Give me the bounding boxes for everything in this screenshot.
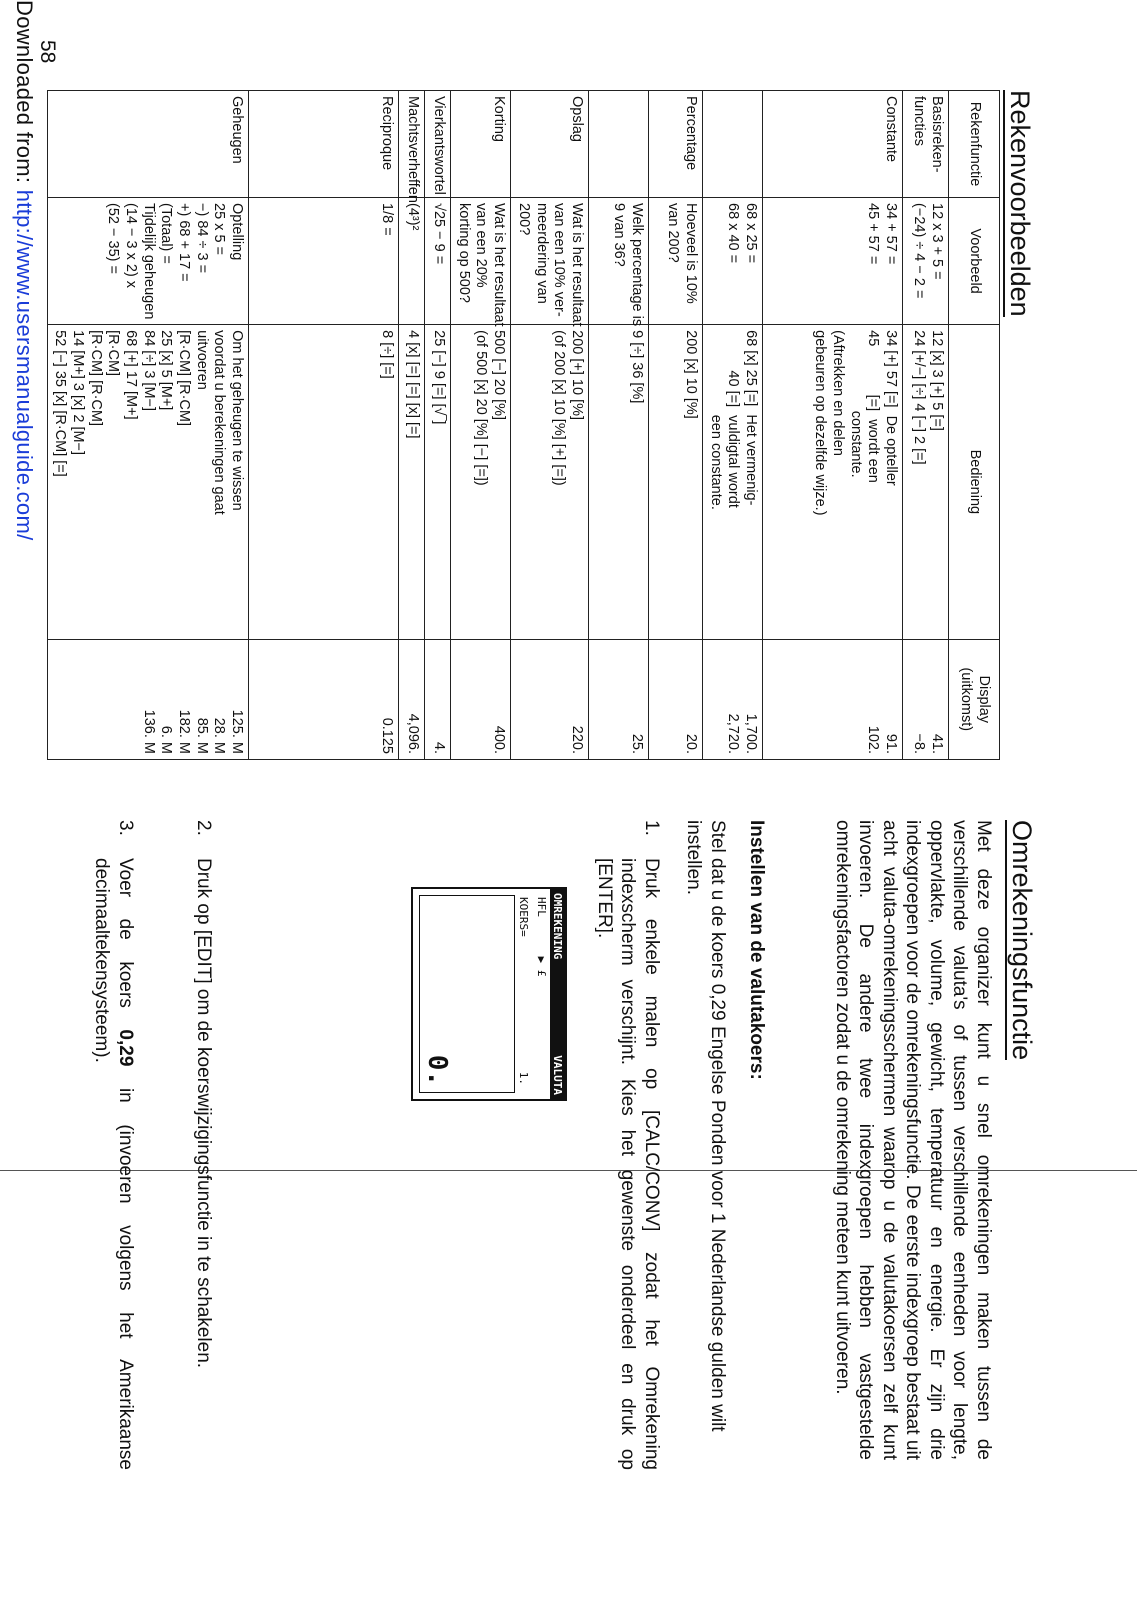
cell-line: (Totaal) = (158, 203, 175, 264)
cell-line: +) 68 + 17 = (176, 203, 193, 282)
col-header-operation: Bediening (949, 325, 1000, 639)
cell-line: 200 [+] 10 [%] (568, 330, 585, 421)
example-cell (511, 198, 589, 325)
cell-line: Korting (491, 96, 508, 142)
cell-line: Constante (883, 96, 899, 163)
example-cell (903, 198, 949, 325)
cell-line: 41. (929, 733, 945, 754)
cell-line: (of 200 [x] 10 [%] [+] [=]) (551, 330, 568, 486)
cell-line: 6. M (158, 725, 175, 754)
cell-line: 68 [x] 25 [=] Het vermenig- (743, 330, 759, 506)
cell-line: Welk percentage is (628, 203, 645, 327)
table-row (648, 91, 702, 760)
example-cell (47, 198, 249, 325)
function-cell (249, 91, 399, 198)
display-cell (47, 639, 249, 759)
calc-examples-title: Rekenvoorbeelden (1005, 90, 1035, 317)
table-row (702, 91, 762, 760)
cell-line: Opslag (568, 96, 585, 142)
display-cell (702, 639, 762, 759)
table-row (249, 91, 399, 760)
example-cell (588, 198, 648, 325)
operation-cell (588, 325, 648, 639)
cell-line: 25 [−] 9 [=] [√‾] (431, 330, 448, 425)
example-cell (763, 198, 903, 325)
function-cell (451, 91, 511, 198)
cell-line: 4 [x] [=] [=] [x] [=] (405, 330, 422, 439)
function-cell (425, 91, 451, 198)
cell-line: 25 [x] 5 [M+] (158, 330, 175, 411)
cell-line: [R·CM] [R·CM] (176, 330, 193, 426)
operation-cell (903, 325, 949, 639)
cell-line: (of 500 [x] 20 [%] [−] [=]) (473, 330, 490, 486)
cell-line: Machtsverheffen (405, 96, 422, 203)
function-cell (399, 91, 425, 203)
screen-mode: VALUTA (551, 1055, 564, 1095)
cell-line: 1/8 = (379, 203, 396, 236)
currency-rate-subtitle: Instellen van de valutakoers: (746, 820, 767, 1080)
arrow-right-icon: ▶ (535, 956, 548, 964)
function-cell (588, 91, 648, 198)
footer-link[interactable]: http://www.usersmanualguide.com/ (12, 189, 37, 541)
table-row (399, 91, 425, 760)
cell-line: 200? (515, 203, 532, 236)
screen-entry-value: 0. (422, 1054, 452, 1086)
screen-rate-row (514, 889, 532, 1099)
display-cell (648, 639, 702, 759)
cell-line: [R·CM] (105, 330, 122, 377)
currency-rate-lead: Stel dat u de koers 0,29 Engelse Ponden voor 1 Nederlandse gulden wilt instellen. (683, 820, 728, 1432)
screen-entry-box (419, 895, 515, 1093)
screen-title-bar (550, 889, 565, 1099)
table-row (425, 91, 451, 760)
cell-line: van 200? (665, 203, 682, 263)
function-cell (47, 91, 249, 198)
function-cell (903, 91, 949, 198)
display-cell (451, 639, 511, 759)
cell-line: √25 − 9 = (431, 203, 448, 265)
table-row (511, 91, 589, 760)
cell-line: 68 x 40 = (725, 203, 742, 264)
example-cell (451, 198, 511, 325)
organizer-screen (411, 887, 567, 1101)
operation-cell (702, 325, 762, 639)
screen-rate-value: 1. (517, 1071, 530, 1085)
cell-line: 200 [x] 10 [%] (682, 330, 699, 419)
page-number: 58 (36, 40, 59, 64)
cell-line: 40 [=] vuldigtal wordt (725, 330, 742, 508)
screen-rate-label: KOERS= (517, 897, 530, 937)
step-1 (593, 820, 664, 1470)
example-cell (648, 198, 702, 325)
display-cell (511, 639, 589, 759)
cell-line: 0.125 (379, 717, 396, 754)
table-row (588, 91, 648, 760)
operation-cell (399, 325, 425, 639)
cell-line: 25 x 5 = (211, 203, 228, 256)
cell-line: 2,720. (725, 713, 742, 754)
cell-line: 1,700. (743, 713, 759, 754)
step-text: Druk enkele malen op [CALC/CONV] zodat het Omrekening indexscherm verschijnt. Kies het gewenste onderdeel en druk op [ENTER]. (594, 858, 662, 1470)
table-header-row (949, 91, 1000, 760)
cell-line: 9 van 36? (611, 203, 628, 267)
step-3 (90, 820, 137, 1470)
operation-cell (511, 325, 589, 639)
step-2 (192, 820, 216, 1470)
cell-line: 45 + 57 = (865, 203, 882, 265)
cell-line: 14 [M+] 3 [x] 2 [M−] (69, 330, 86, 456)
table-row (763, 91, 903, 760)
col-header-display: Display (uitkomst) (949, 639, 1000, 759)
table-row (451, 91, 511, 760)
col-header-example: Voorbeeld (949, 198, 1000, 325)
cell-line: 125. M (229, 709, 246, 754)
cell-line: gebeuren op dezelfde wijze.) (812, 330, 829, 516)
cell-line: −) 84 ÷ 3 = (193, 203, 210, 274)
cell-line: van een 20% (473, 203, 490, 288)
cell-line: 34 + 57 = (883, 203, 899, 265)
cell-line: −8. (911, 733, 928, 754)
cell-line: 102. (865, 725, 882, 754)
cell-line: Wat is het resultaat (568, 203, 585, 327)
display-cell (588, 639, 648, 759)
example-cell (702, 198, 762, 325)
cell-line: 25. (628, 733, 645, 754)
operation-cell (47, 325, 249, 639)
display-cell (763, 639, 903, 759)
cell-line: 68 x 25 = (743, 203, 759, 264)
cell-line: (52 − 35) = (105, 203, 122, 274)
cell-line: Wat is het resultaat (491, 203, 508, 327)
display-cell (399, 639, 425, 759)
cell-line: functies (911, 96, 928, 146)
cell-line: 24 [+/−] [÷] 4 [−] 2 [=] (911, 330, 928, 465)
example-cell (425, 198, 451, 325)
col-header-function: Rekenfunctie (949, 91, 1000, 198)
cell-line: 68 [+] 17 [M+] (123, 330, 139, 420)
conversion-title: Omrekeningsfunctie (1007, 820, 1037, 1061)
cell-line: 8 [÷] [=] (379, 330, 396, 379)
operation-cell (763, 325, 903, 639)
cell-line: Reciproque (379, 96, 396, 171)
step-text: Voer de koers 0,29 in (invoeren volgens het Amerikaanse decimaaltekensysteem). (91, 858, 136, 1470)
function-cell (763, 91, 903, 198)
cell-line: 91. (883, 733, 899, 754)
screen-currency-row (532, 889, 550, 1099)
operation-cell (451, 325, 511, 639)
screen-title: OMREKENING (551, 893, 564, 960)
calc-examples-table (47, 90, 1000, 760)
cell-line: (−24) ÷ 4 − 2 = (911, 203, 928, 299)
display-cell (425, 639, 451, 759)
conversion-intro: Met deze organizer kunt u snel omrekeningen maken tussen de verschillende valuta's of tussen verschillende eenheden voor lengte, oppervlakte, volume, gewicht, temperatuur en energie. Er zijn drie indexgroepen voor de omrekeningsfunctie. De eerste indexgroep bestaat uit acht valuta-omrekeningsschermen waarop u de valutakoersen zelf kunt invoeren. De andere twee indexgroepen hebben vastgestelde omrekeningsfactoren zodat u de omrekening meteen kunt uitvoeren. (832, 820, 994, 1460)
screen-to-currency: £ (535, 969, 548, 977)
cell-line: Basisreken- (929, 96, 945, 173)
function-cell (648, 91, 702, 198)
cell-line: meerdering van (533, 203, 550, 304)
cell-line: 12 [x] 3 [+] 5 [=] (929, 330, 945, 431)
display-cell (903, 639, 949, 759)
cell-line: uitvoeren (193, 330, 210, 390)
cell-line: Geheugen (229, 96, 246, 164)
cell-line: een constante. (707, 330, 724, 510)
rate-value-bold: 0,29 (115, 1029, 136, 1067)
cell-line: (Aftrekken en delen (829, 330, 846, 456)
cell-line: Tijdelijk geheugen (140, 203, 157, 320)
example-cell (249, 198, 399, 325)
step-number: 1. (641, 820, 662, 836)
cell-line: korting op 500? (455, 203, 472, 303)
cell-line: 45 [=] wordt een (865, 330, 882, 483)
function-cell (511, 91, 589, 198)
cell-line: 4,096. (405, 713, 422, 754)
cell-line: 28. M (211, 717, 228, 754)
cell-line: 136. M (140, 709, 157, 754)
cell-line: voordat u berekeningen gaat (211, 330, 228, 515)
cell-line: (4³)² (405, 203, 422, 231)
cell-line: 34 [+] 57 [=] De opteller (883, 330, 899, 486)
table-row (903, 91, 949, 760)
step-number: 2. (193, 820, 214, 836)
cell-line: 9 [÷] 36 [%] (628, 330, 645, 404)
cell-line: 12 x 3 + 5 = (929, 203, 945, 280)
cell-line: Optelling (229, 203, 246, 261)
display-cell (249, 639, 399, 759)
screen-from-currency: HFL (535, 897, 548, 917)
step-text: Druk op [EDIT] om de koerswijzigingsfunctie in te schakelen. (193, 858, 214, 1369)
cell-line: Vierkantswortel (431, 96, 448, 195)
cell-line: [R·CM] [R·CM] (87, 330, 104, 426)
calc-examples-table-wrapper (52, 90, 1000, 760)
cell-line: 500 [−] 20 [%] (491, 330, 508, 421)
example-cell (399, 198, 425, 325)
operation-cell (249, 325, 399, 639)
cell-line: Percentage (682, 96, 699, 171)
cell-line: 220. (568, 725, 585, 754)
cell-line: 20. (682, 733, 699, 754)
cell-line: van een 10% ver- (551, 203, 568, 317)
download-footer (11, 0, 37, 541)
cell-line: Hoeveel is 10% (682, 203, 699, 304)
function-cell (702, 91, 762, 198)
cell-line: 84 [÷] 3 [M−] (140, 330, 157, 412)
cell-line: 400. (491, 725, 508, 754)
operation-cell (648, 325, 702, 639)
cell-line: 182. M (176, 709, 193, 754)
step-number: 3. (115, 820, 136, 836)
cell-line: constante. (847, 330, 864, 478)
cell-line: Om het geheugen te wissen (229, 330, 246, 511)
cell-line: 85. M (193, 717, 210, 754)
cell-line: (14 − 3 x 2) x (123, 203, 139, 289)
footer-prefix: Downloaded from: (12, 0, 37, 190)
table-row (47, 91, 249, 760)
cell-line: 4. (431, 741, 448, 754)
table-body (47, 91, 948, 760)
operation-cell (425, 325, 451, 639)
cell-line: 52 [−] 35 [x] [R·CM] [=] (52, 330, 69, 477)
